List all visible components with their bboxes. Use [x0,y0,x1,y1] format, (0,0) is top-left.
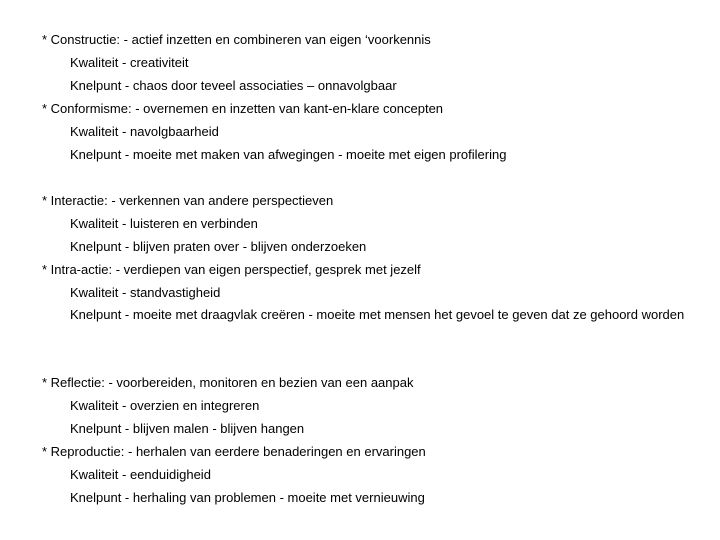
term-conformisme: * Conformisme: [42,101,132,116]
kwaliteit-intra-actie: Kwaliteit - standvastigheid [70,285,221,300]
kwaliteit-interactie: Kwaliteit - luisteren en verbinden [70,216,258,231]
item-conformisme-heading [42,97,702,120]
definition-reflectie: - voorbereiden, monitoren en bezien van een aanpak [104,375,414,390]
term-intra-actie: * Intra-actie: [42,262,113,277]
knelpunt-intra-actie: Knelpunt - moeite met draagvlak creëren - moeite met mensen het gevoel te geven dat ze gehoord worden [70,307,685,322]
definition-conformisme: - overnemen en inzetten van kant-en-klare concepten [131,101,444,116]
item-interactie-heading [42,189,702,212]
term-interactie: * Interactie: [42,193,108,208]
knelpunt-constructie: Knelpunt - chaos door teveel associaties – onnavolgbaar [70,78,397,93]
item-intra-actie-heading [42,258,702,281]
term-reflectie: * Reflectie: [42,375,105,390]
knelpunt-interactie: Knelpunt - blijven praten over - blijven onderzoeken [70,239,367,254]
item-reflectie-heading [42,371,702,394]
group-constructie-conformisme [42,28,702,166]
definition-interactie: - verkennen van andere perspectieven [107,193,334,208]
group-reflectie-reproductie [42,371,702,509]
term-constructie: * Constructie: [42,32,121,47]
kwaliteit-constructie: Kwaliteit - creativiteit [70,55,189,70]
group-interactie-intra-actie [42,189,702,326]
knelpunt-conformisme: Knelpunt - moeite met maken van afwegingen - moeite met eigen profilering [70,147,507,162]
term-reproductie: * Reproductie: [42,444,125,459]
item-reproductie-heading [42,440,702,463]
kwaliteit-conformisme: Kwaliteit - navolgbaarheid [70,124,219,139]
kwaliteit-reproductie: Kwaliteit - eenduidigheid [70,467,211,482]
definition-constructie: - actief inzetten en combineren van eigen ‘voorkennis [120,32,431,47]
item-constructie-heading [42,28,702,51]
knelpunt-reproductie: Knelpunt - herhaling van problemen - moeite met vernieuwing [70,490,425,505]
knelpunt-reflectie: Knelpunt - blijven malen - blijven hangen [70,421,305,436]
definition-reproductie: - herhalen van eerdere benaderingen en ervaringen [124,444,426,459]
kwaliteit-reflectie: Kwaliteit - overzien en integreren [70,398,260,413]
definition-intra-actie: - verdiepen van eigen perspectief, gesprek met jezelf [112,262,421,277]
